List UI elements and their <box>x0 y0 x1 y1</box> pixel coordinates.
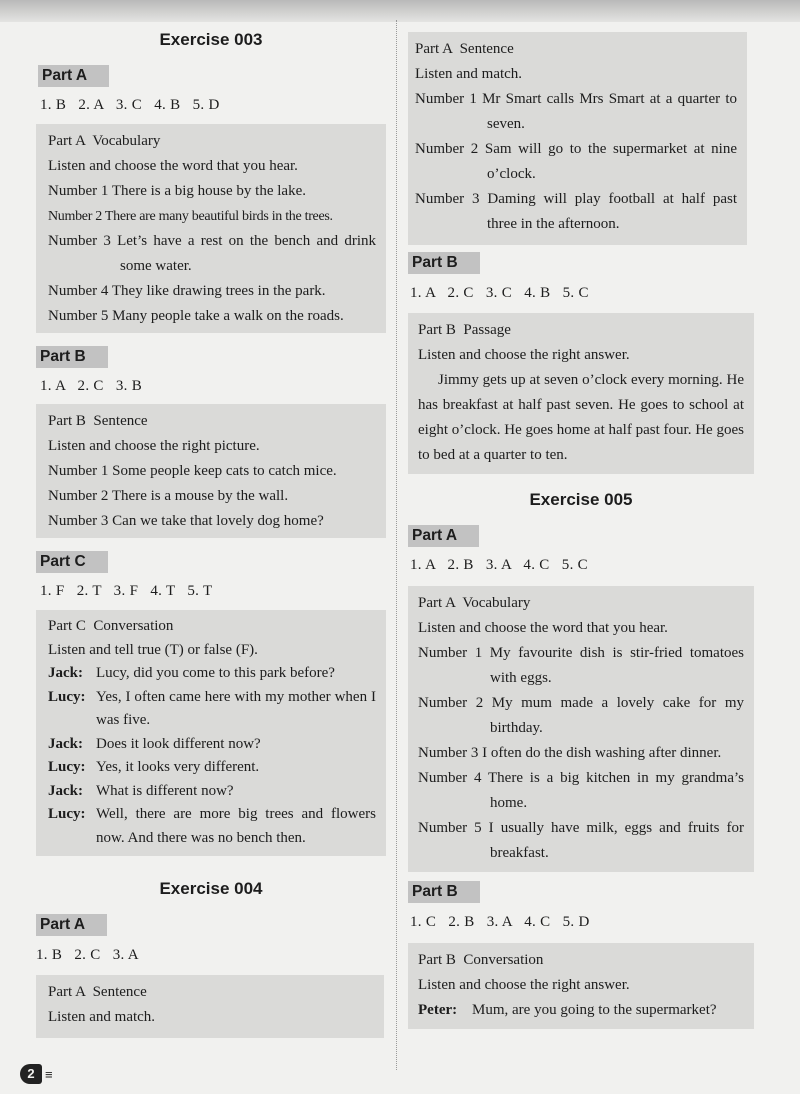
speaker: Peter: <box>418 1002 458 1018</box>
ex003-part-a-box <box>36 124 386 333</box>
ex005-part-a-label: Part A <box>408 525 479 547</box>
list-item: Number 1 There is a big house by the lake. <box>48 183 306 199</box>
box-header: Part A Sentence <box>415 41 514 57</box>
dialogue-line <box>48 780 376 804</box>
speaker: Jack: <box>48 782 83 799</box>
speaker: Lucy: <box>48 688 86 705</box>
ex004-part-a-continued-box <box>408 32 747 245</box>
ex005-part-b-answers: 1. C 2. B 3. A 4. C 5. D <box>410 914 590 930</box>
dialogue-text: Yes, it looks very different. <box>96 759 260 775</box>
box-instruction: Listen and choose the right picture. <box>48 438 260 454</box>
dialogue-text: Mum, are you going to the supermarket? <box>472 1002 717 1018</box>
speaker: Lucy: <box>48 759 86 775</box>
list-item: Number 3 Let’s have a rest on the bench and drink some water. <box>48 233 376 274</box>
dialogue-text: Yes, I often came here with my mother when I was five. <box>96 688 376 728</box>
ex003-part-a-answers: 1. B 2. A 3. C 4. B 5. D <box>40 97 220 113</box>
dialogue-text: Does it look different now? <box>96 735 261 752</box>
box-header: Part A Vocabulary <box>48 133 161 149</box>
list-item: Number 3 I often do the dish washing after dinner. <box>418 745 722 761</box>
list-item: Number 1 My favourite dish is stir-fried tomatoes with eggs. <box>418 645 744 686</box>
dialogue-line <box>418 998 744 1023</box>
ex004-part-a-label: Part A <box>36 914 107 936</box>
box-header: Part B Conversation <box>418 952 544 968</box>
list-item: Number 1 Some people keep cats to catch mice. <box>48 463 337 479</box>
box-instruction: Listen and match. <box>415 66 523 82</box>
ex003-part-b-answers: 1. A 2. C 3. B <box>40 378 143 394</box>
list-item: Number 2 There are many beautiful birds in the trees. <box>48 209 333 224</box>
dialogue-text: Well, there are more big trees and flowers now. And there was no bench then. <box>96 806 376 846</box>
ex003-part-a-label-wrap <box>36 65 109 87</box>
ex005-part-b-box <box>408 943 754 1029</box>
list-item: Number 3 Daming will play football at half past three in the afternoon. <box>415 191 737 232</box>
ex004-part-b-label: Part B <box>408 252 480 274</box>
list-item: Number 2 My mum made a lovely cake for my birthday. <box>418 695 744 736</box>
speaker: Jack: <box>48 735 83 752</box>
ex003-part-c-box <box>36 610 386 856</box>
ex003-part-c-label: Part C <box>36 551 108 573</box>
box-instruction: Listen and choose the word that you hear. <box>48 158 298 174</box>
ex005-part-a-answers: 1. A 2. B 3. A 4. C 5. C <box>410 557 588 573</box>
dialogue-line <box>48 686 376 733</box>
ex003-part-c-label-wrap <box>36 551 108 573</box>
passage-text: Jimmy gets up at seven o’clock every morning. He has breakfast at half past seven. He goes to school at eight o’clock. He goes home at half past four. He goes to bed at a quarter to ten. <box>418 372 744 463</box>
box-header: Part A Sentence <box>48 984 147 1000</box>
ex003-part-b-label-wrap <box>36 346 108 368</box>
ex003-part-a-label: Part A <box>38 65 109 87</box>
box-header: Part B Passage <box>418 322 511 338</box>
ex004-part-a-answers: 1. B 2. C 3. A <box>36 947 139 963</box>
ex004-part-b-box <box>408 313 754 474</box>
list-item: Number 5 I usually have milk, eggs and fruits for breakfast. <box>418 820 744 861</box>
speaker: Lucy: <box>48 806 86 822</box>
exercise-003-title: Exercise 003 <box>159 30 263 49</box>
dialogue-text: Lucy, did you come to this park before? <box>96 665 335 681</box>
column-divider <box>396 20 397 1070</box>
ex003-part-b-box <box>36 404 386 538</box>
ex003-part-b-label: Part B <box>36 346 108 368</box>
list-item: Number 1 Mr Smart calls Mrs Smart at a quarter to seven. <box>415 91 737 132</box>
page-number <box>20 1064 53 1084</box>
box-header: Part A Vocabulary <box>418 595 531 611</box>
list-item: Number 2 There is a mouse by the wall. <box>48 488 289 504</box>
exercise-004-title: Exercise 004 <box>159 879 263 898</box>
speaker: Jack: <box>48 665 83 681</box>
ex004-part-a-box <box>36 975 384 1038</box>
box-instruction: Listen and choose the right answer. <box>418 977 630 993</box>
dialogue-line <box>48 756 376 780</box>
page-number-value: 2 <box>20 1064 42 1084</box>
box-header: Part C Conversation <box>48 618 174 634</box>
box-instruction: Listen and tell true (T) or false (F). <box>48 641 258 658</box>
dialogue-text: What is different now? <box>96 782 234 799</box>
list-item: Number 4 They like drawing trees in the park. <box>48 283 326 299</box>
dialogue-line <box>48 662 376 686</box>
ex005-part-b-label: Part B <box>408 881 480 903</box>
box-header: Part B Sentence <box>48 413 148 429</box>
exercise-005-title: Exercise 005 <box>529 490 633 509</box>
ex004-part-b-label-wrap <box>408 252 480 274</box>
ex005-part-a-box <box>408 586 754 872</box>
torn-top-edge <box>0 0 800 22</box>
box-instruction: Listen and choose the word that you hear. <box>418 620 668 636</box>
ex003-part-c-answers: 1. F 2. T 3. F 4. T 5. T <box>40 583 213 599</box>
list-item: Number 2 Sam will go to the supermarket at nine o’clock. <box>415 141 737 182</box>
dialogue-line <box>48 733 376 757</box>
ex004-part-b-answers: 1. A 2. C 3. C 4. B 5. C <box>410 285 589 301</box>
list-item: Number 3 Can we take that lovely dog home? <box>48 513 324 529</box>
list-item: Number 5 Many people take a walk on the roads. <box>48 308 344 324</box>
ex004-part-a-label-wrap <box>36 914 107 936</box>
ex005-part-b-label-wrap <box>408 881 480 903</box>
speaker-icon: ≡ <box>45 1066 53 1082</box>
dialogue-line <box>48 803 376 850</box>
list-item: Number 4 There is a big kitchen in my grandma’s home. <box>418 770 744 811</box>
ex005-part-a-label-wrap <box>408 525 479 547</box>
box-instruction: Listen and choose the right answer. <box>418 347 630 363</box>
box-instruction: Listen and match. <box>48 1009 156 1025</box>
